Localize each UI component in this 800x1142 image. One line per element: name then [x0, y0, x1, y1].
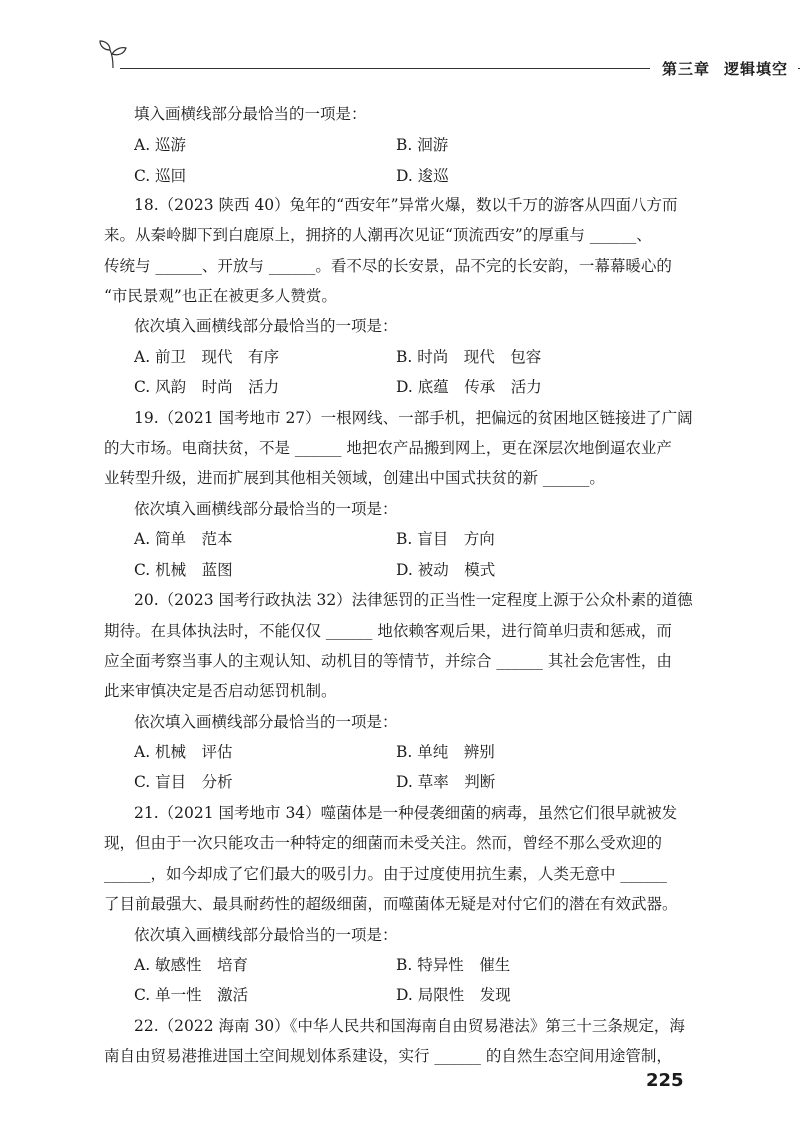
page-header [96, 38, 789, 78]
q18-line-1: 18.（2023 陕西 40）兔年的“西安年”异常火爆，数以千万的游客从四面八方而 [134, 196, 678, 214]
q18-option-d: D. 底蕴 传承 活力 [396, 378, 542, 396]
q21-line-4: 了目前最强大、最具耐药性的超级细菌，而噬菌体无疑是对付它们的潜在有效武器。 [104, 895, 678, 913]
page-number: 225 [646, 1070, 684, 1091]
q20-option-c: C. 盲目 分析 [134, 773, 233, 791]
chapter-number: 第三章 [662, 60, 711, 78]
q22-line-1: 22.（2022 海南 30）《中华人民共和国海南自由贸易港法》第三十三条规定，海 [134, 1017, 685, 1035]
q19-option-a: A. 简单 范本 [134, 530, 233, 548]
chapter-title: 逻辑填空 [724, 60, 789, 78]
q19-option-b: B. 盲目 方向 [396, 530, 495, 548]
q17-prompt: 填入画横线部分最恰当的一项是： [134, 105, 367, 123]
q19-option-c: C. 机械 蓝图 [134, 561, 233, 579]
leaf-icon [96, 38, 130, 72]
q18-option-c: C. 风韵 时尚 活力 [134, 378, 280, 396]
q18-line-3: 传统与 ______、开放与 ______。看不尽的长安景，品不完的长安韵，一幕幕暖心的 [104, 257, 672, 275]
q21-line-2: 现，但由于一次只能攻击一种特定的细菌而未受关注。然而，曾经不那么受欢迎的 [104, 834, 663, 852]
q21-prompt: 依次填入画横线部分最恰当的一项是： [134, 926, 398, 944]
q18-option-b: B. 时尚 现代 包容 [396, 348, 542, 366]
q21-line-1: 21.（2021 国考地市 34）噬菌体是一种侵袭细菌的病毒，虽然它们很早就被发 [134, 804, 678, 822]
q18-line-2: 来。从秦岭脚下到白鹿原上，拥挤的人潮再次见证“顶流西安”的厚重与 ______、 [104, 226, 652, 244]
q20-line-4: 此来审慎决定是否启动惩罚机制。 [104, 682, 337, 700]
q17-option-c: C. 巡回 [134, 167, 187, 185]
q20-option-a: A. 机械 评估 [134, 743, 233, 761]
q19-option-d: D. 被动 模式 [396, 561, 496, 579]
q20-line-1: 20.（2023 国考行政执法 32）法律惩罚的正当性一定程度上源于公众朴素的道德 [134, 591, 693, 609]
q21-line-3: ______，如今却成了它们最大的吸引力。由于过度使用抗生素，人类无意中 ______ [104, 865, 667, 883]
q21-option-d: D. 局限性 发现 [396, 986, 511, 1004]
q19-line-3: 业转型升级，进而扩展到其他相关领域，创建出中国式扶贫的新 ______。 [104, 469, 605, 487]
q17-option-a: A. 巡游 [134, 136, 187, 154]
q20-option-b: B. 单纯 辨别 [396, 743, 495, 761]
header-rule-left [120, 68, 650, 69]
q18-prompt: 依次填入画横线部分最恰当的一项是： [134, 317, 398, 335]
q21-option-c: C. 单一性 激活 [134, 986, 249, 1004]
q17-option-b: B. 洄游 [396, 136, 449, 154]
q19-prompt: 依次填入画横线部分最恰当的一项是： [134, 500, 398, 518]
chapter-heading [662, 58, 788, 79]
q18-line-4: “市民景观”也正在被更多人赞赏。 [104, 287, 337, 305]
q17-option-d: D. 逡巡 [396, 167, 449, 185]
q21-option-a: A. 敏感性 培育 [134, 956, 249, 974]
q20-option-d: D. 草率 判断 [396, 773, 496, 791]
q19-line-1: 19.（2021 国考地市 27）一根网线、一部手机，把偏远的贫困地区链接进了广阔 [134, 409, 693, 427]
q20-line-3: 应全面考察当事人的主观认知、动机目的等情节，并综合 ______ 其社会危害性，由 [104, 652, 672, 670]
q22-line-2: 南自由贸易港推进国土空间规划体系建设，实行 ______ 的自然生态空间用途管制， [104, 1047, 672, 1065]
q20-prompt: 依次填入画横线部分最恰当的一项是： [134, 713, 398, 731]
q18-option-a: A. 前卫 现代 有序 [134, 348, 280, 366]
q20-line-2: 期待。在具体执法时，不能仅仅 ______ 地依赖客观后果，进行简单归责和惩戒，而 [104, 622, 672, 640]
q21-option-b: B. 特异性 催生 [396, 956, 511, 974]
q19-line-2: 的大市场。电商扶贫，不是 ______ 地把农产品搬到网上，更在深层次地倒逼农业产 [104, 439, 672, 457]
